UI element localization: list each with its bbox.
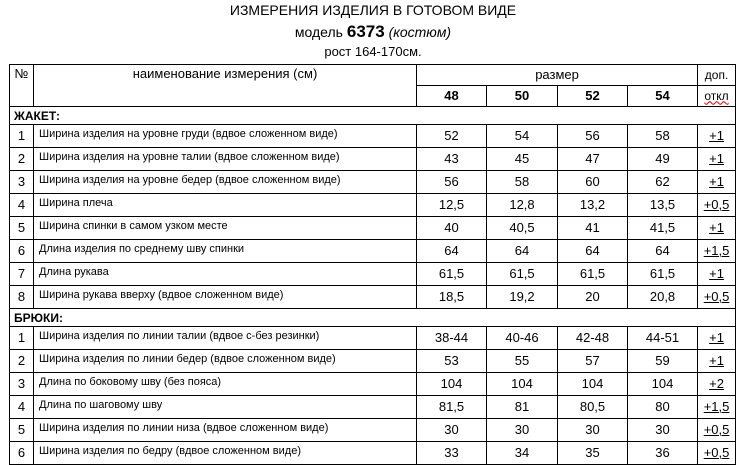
- model-number: 6373: [346, 22, 385, 41]
- table-header-row: [10, 65, 736, 86]
- table-row: [10, 327, 736, 350]
- size-value: 40,5: [487, 217, 558, 240]
- size-value: 40-46: [487, 327, 558, 350]
- tolerance-value: +1,5: [703, 399, 730, 414]
- size-value: 12,5: [417, 194, 487, 217]
- measurement-name: Длина по боковому шву (без пояса): [34, 373, 417, 396]
- size-value: 64: [417, 240, 487, 263]
- size-value: 104: [628, 373, 698, 396]
- table-row: [10, 125, 736, 148]
- size-value: 30: [487, 419, 558, 442]
- table-row: [10, 194, 736, 217]
- row-number: 3: [10, 171, 34, 194]
- size-value: 57: [558, 350, 628, 373]
- table-row: [10, 286, 736, 309]
- table-row: [10, 396, 736, 419]
- tolerance-value: +0,5: [703, 445, 730, 460]
- size-value: 62: [628, 171, 698, 194]
- size-value: 34: [487, 442, 558, 465]
- tolerance-value: +1,5: [703, 243, 730, 258]
- size-value: 61,5: [558, 263, 628, 286]
- size-value: 49: [628, 148, 698, 171]
- size-value: 40: [417, 217, 487, 240]
- table-row: [10, 419, 736, 442]
- size-value: 56: [417, 171, 487, 194]
- column-header-tolerance-top: доп.: [698, 65, 736, 86]
- model-type: (костюм): [388, 24, 452, 40]
- tolerance-value: +0,5: [703, 289, 730, 304]
- size-value: 45: [487, 148, 558, 171]
- measurement-name: Ширина изделия на уровне бедер (вдвое сложенном виде): [34, 171, 417, 194]
- size-value: 33: [417, 442, 487, 465]
- size-value: 41,5: [628, 217, 698, 240]
- tolerance-cell: [698, 350, 736, 373]
- size-value: 61,5: [487, 263, 558, 286]
- measurement-name: Ширина изделия на уровне груди (вдвое сложенном виде): [34, 125, 417, 148]
- size-value: 20,8: [628, 286, 698, 309]
- size-value: 30: [558, 419, 628, 442]
- section-row: [10, 309, 736, 327]
- table-row: [10, 217, 736, 240]
- tolerance-value: +1: [709, 151, 724, 166]
- size-value: 61,5: [628, 263, 698, 286]
- measurement-name: Ширина рукава вверху (вдвое сложенном виде): [34, 286, 417, 309]
- tolerance-cell: [698, 125, 736, 148]
- size-value: 52: [417, 125, 487, 148]
- tolerance-value: +2: [709, 376, 724, 391]
- size-value: 35: [558, 442, 628, 465]
- column-header-tolerance-bottom: [698, 86, 736, 107]
- size-value: 54: [487, 125, 558, 148]
- tolerance-value: +1: [709, 128, 724, 143]
- size-header: 50: [487, 86, 558, 107]
- tolerance-cell: [698, 286, 736, 309]
- column-header-size: размер: [417, 65, 698, 86]
- tolerance-value: +0,5: [703, 197, 730, 212]
- tolerance-value: +1: [709, 266, 724, 281]
- size-value: 38-44: [417, 327, 487, 350]
- height-range: рост 164-170см.: [324, 44, 422, 59]
- size-value: 55: [487, 350, 558, 373]
- row-number: 1: [10, 125, 34, 148]
- size-value: 13,2: [558, 194, 628, 217]
- table-row: [10, 240, 736, 263]
- measurement-name: Ширина спинки в самом узком месте: [34, 217, 417, 240]
- measurement-name: Длина изделия по среднему шву спинки: [34, 240, 417, 263]
- size-value: 59: [628, 350, 698, 373]
- size-value: 58: [487, 171, 558, 194]
- size-header: 52: [558, 86, 628, 107]
- tolerance-value: +1: [709, 174, 724, 189]
- tolerance-cell: [698, 396, 736, 419]
- tolerance-cell: [698, 263, 736, 286]
- size-value: 19,2: [487, 286, 558, 309]
- tolerance-cell: [698, 194, 736, 217]
- size-value: 30: [417, 419, 487, 442]
- row-number: 8: [10, 286, 34, 309]
- section-title: БРЮКИ:: [10, 309, 736, 327]
- row-number: 6: [10, 240, 34, 263]
- size-header: 54: [628, 86, 698, 107]
- size-value: 64: [487, 240, 558, 263]
- table-row: [10, 350, 736, 373]
- size-value: 30: [628, 419, 698, 442]
- measurement-name: Ширина изделия по линии бедер (вдвое сложенном виде): [34, 350, 417, 373]
- tolerance-value: +1: [709, 330, 724, 345]
- size-value: 47: [558, 148, 628, 171]
- tolerance-cell: [698, 217, 736, 240]
- size-value: 104: [487, 373, 558, 396]
- section-title: ЖАКЕТ:: [10, 107, 736, 125]
- size-value: 58: [628, 125, 698, 148]
- column-header-number: №: [10, 65, 34, 107]
- size-value: 18,5: [417, 286, 487, 309]
- row-number: 5: [10, 217, 34, 240]
- measurement-name: Длина рукава: [34, 263, 417, 286]
- size-value: 104: [558, 373, 628, 396]
- measurement-name: Ширина изделия по линии низа (вдвое сложенном виде): [34, 419, 417, 442]
- row-number: 7: [10, 263, 34, 286]
- size-value: 53: [417, 350, 487, 373]
- size-value: 43: [417, 148, 487, 171]
- size-value: 42-48: [558, 327, 628, 350]
- row-number: 2: [10, 148, 34, 171]
- row-number: 4: [10, 194, 34, 217]
- size-value: 80: [628, 396, 698, 419]
- table-row: [10, 171, 736, 194]
- model-line: [0, 22, 746, 42]
- table-row: [10, 263, 736, 286]
- size-value: 60: [558, 171, 628, 194]
- tolerance-value: +0,5: [703, 422, 730, 437]
- measurement-table: [9, 64, 736, 465]
- table-row: [10, 442, 736, 465]
- measurement-name: Ширина изделия на уровне талии (вдвое сложенном виде): [34, 148, 417, 171]
- row-number: 4: [10, 396, 34, 419]
- section-row: [10, 107, 736, 125]
- tolerance-cell: [698, 373, 736, 396]
- size-value: 81,5: [417, 396, 487, 419]
- tolerance-cell: [698, 148, 736, 171]
- row-number: 2: [10, 350, 34, 373]
- row-number: 6: [10, 442, 34, 465]
- size-header: 48: [417, 86, 487, 107]
- size-value: 44-51: [628, 327, 698, 350]
- size-value: 61,5: [417, 263, 487, 286]
- measurement-name: Ширина изделия по линии талии (вдвое с-без резинки): [34, 327, 417, 350]
- size-value: 64: [628, 240, 698, 263]
- size-value: 36: [628, 442, 698, 465]
- table-row: [10, 148, 736, 171]
- size-value: 80,5: [558, 396, 628, 419]
- tolerance-cell: [698, 171, 736, 194]
- table-row: [10, 373, 736, 396]
- tolerance-cell: [698, 240, 736, 263]
- tolerance-value: +1: [709, 353, 724, 368]
- measurement-name: Ширина изделия по бедру (вдвое сложенном виде): [34, 442, 417, 465]
- size-value: 13,5: [628, 194, 698, 217]
- size-value: 12,8: [487, 194, 558, 217]
- tolerance-cell: [698, 327, 736, 350]
- model-prefix: модель: [294, 24, 343, 40]
- size-value: 56: [558, 125, 628, 148]
- size-value: 81: [487, 396, 558, 419]
- size-value: 20: [558, 286, 628, 309]
- size-value: 104: [417, 373, 487, 396]
- column-header-name: наименование измерения (см): [34, 65, 417, 107]
- row-number: 3: [10, 373, 34, 396]
- row-number: 1: [10, 327, 34, 350]
- document-title: ИЗМЕРЕНИЯ ИЗДЕЛИЯ В ГОТОВОМ ВИДЕ: [229, 2, 517, 18]
- measurement-name: Длина по шаговому шву: [34, 396, 417, 419]
- size-value: 41: [558, 217, 628, 240]
- tolerance-value: +1: [709, 220, 724, 235]
- tolerance-cell: [698, 442, 736, 465]
- measurement-name: Ширина плеча: [34, 194, 417, 217]
- tolerance-cell: [698, 419, 736, 442]
- tolerance-abbrev: откл: [704, 88, 729, 103]
- row-number: 5: [10, 419, 34, 442]
- size-value: 64: [558, 240, 628, 263]
